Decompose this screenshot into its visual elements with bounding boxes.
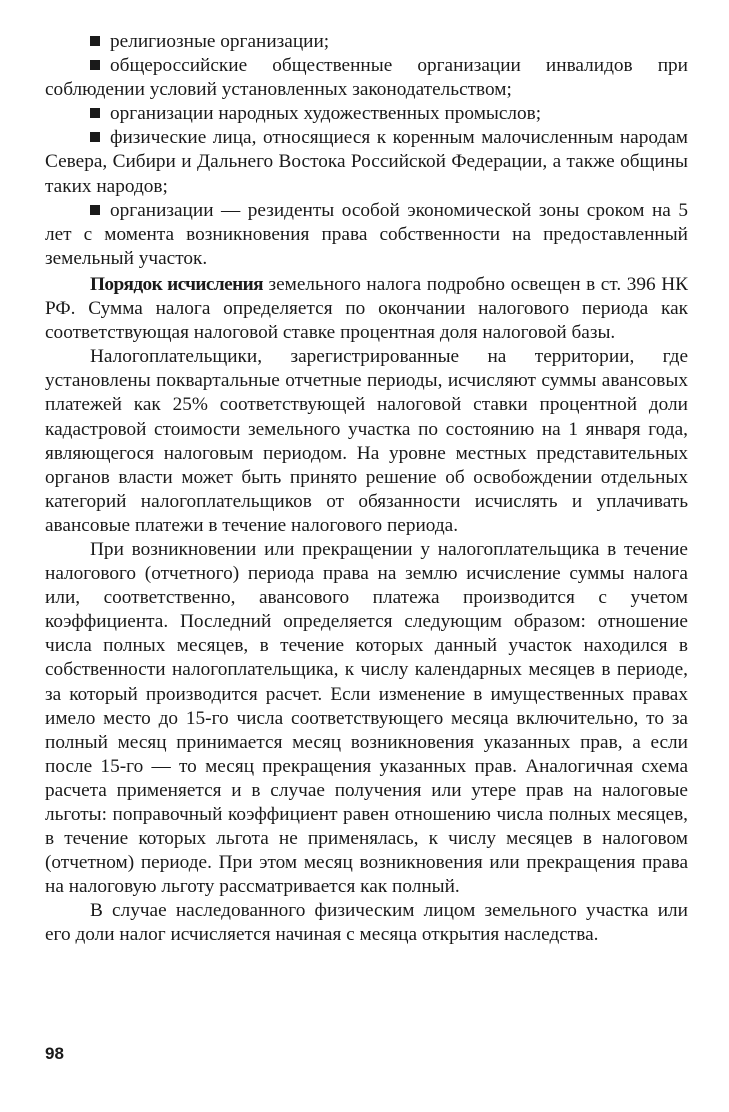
paragraph-calculation-order xyxy=(45,273,688,345)
bullet-text: организации народных художественных промыслов; xyxy=(110,103,542,125)
bullet-item xyxy=(45,102,688,126)
page-number: 98 xyxy=(45,1044,64,1063)
square-bullet-icon xyxy=(90,108,100,118)
bullet-text: общероссийские общественные организации инвалидов при соблюдении условий установленных законодательством; xyxy=(45,55,688,101)
bullet-item xyxy=(45,54,688,102)
square-bullet-icon xyxy=(90,132,100,142)
bold-term: Порядок исчисления xyxy=(90,273,263,295)
paragraph-text: земельного налога подробно освещен в ст. 396 НК РФ. Сумма налога определяется по окончании налогового периода как соответствующая налоговой ставке процентная доля налоговой базы. xyxy=(45,273,689,344)
paragraph-advance-payments: Налогоплательщики, зарегистрированные на территории, где установлены поквартальные отчетные периоды, исчисляют суммы авансовых платежей как 25% соответствующей налоговой ставки процентной доли кадастровой стоимости земельного участка по состоянию на 1 января года, являющегося налоговым периодом. На уровне местных представительных органов власти может быть принято решение об освобождении отдельных категорий налогоплательщиков от обязанности исчислять и уплачивать авансовые платежи в течение налогового периода. xyxy=(45,346,688,536)
bullet-item xyxy=(45,126,688,198)
bullet-item xyxy=(45,30,688,54)
bullet-text: организации — резиденты особой экономической зоны сроком на 5 лет с момента возникновения права собственности на предоставленный земельный участок. xyxy=(45,199,688,269)
square-bullet-icon xyxy=(90,36,100,46)
paragraph-coefficient: При возникновении или прекращении у налогоплательщика в течение налогового (отчетного) периода права на землю исчисление суммы налога или, соответственно, авансового платежа производится с учетом коэффициента. Последний определяется следующим образом: отношение числа полных месяцев, в течение которых данный участок находился в собственности налогоплательщика, к числу календарных месяцев в периоде, за который производится расчет. Если изменение в имущественных правах имело место до 15-го числа соответствующего месяца включительно, то за полный месяц принимается месяц возникновения указанных прав, а если после 15-го — то месяц прекращения указанных прав. Аналогичная схема расчета применяется и в случае получения или утере прав на налоговые льготы: поправочный коэффициент равен отношению числа полных месяцев, в течение которых льгота не применялась, к числу месяцев в налоговом (отчетном) периоде. При этом месяц возникновения или прекращения права на налоговую льготу рассматривается как полный. xyxy=(45,538,688,898)
bullet-item xyxy=(45,199,688,271)
paragraph-inheritance: В случае наследованного физическим лицом земельного участка или его доли налог исчисляется начиная с месяца открытия наследства. xyxy=(45,900,688,946)
document-page xyxy=(45,30,688,948)
square-bullet-icon xyxy=(90,205,100,215)
square-bullet-icon xyxy=(90,60,100,70)
bullet-text: физические лица, относящиеся к коренным малочисленным народам Севера, Сибири и Дальнего Востока Российской Федерации, а также общины таких народов; xyxy=(45,127,688,197)
bullet-text: религиозные организации; xyxy=(110,31,330,52)
